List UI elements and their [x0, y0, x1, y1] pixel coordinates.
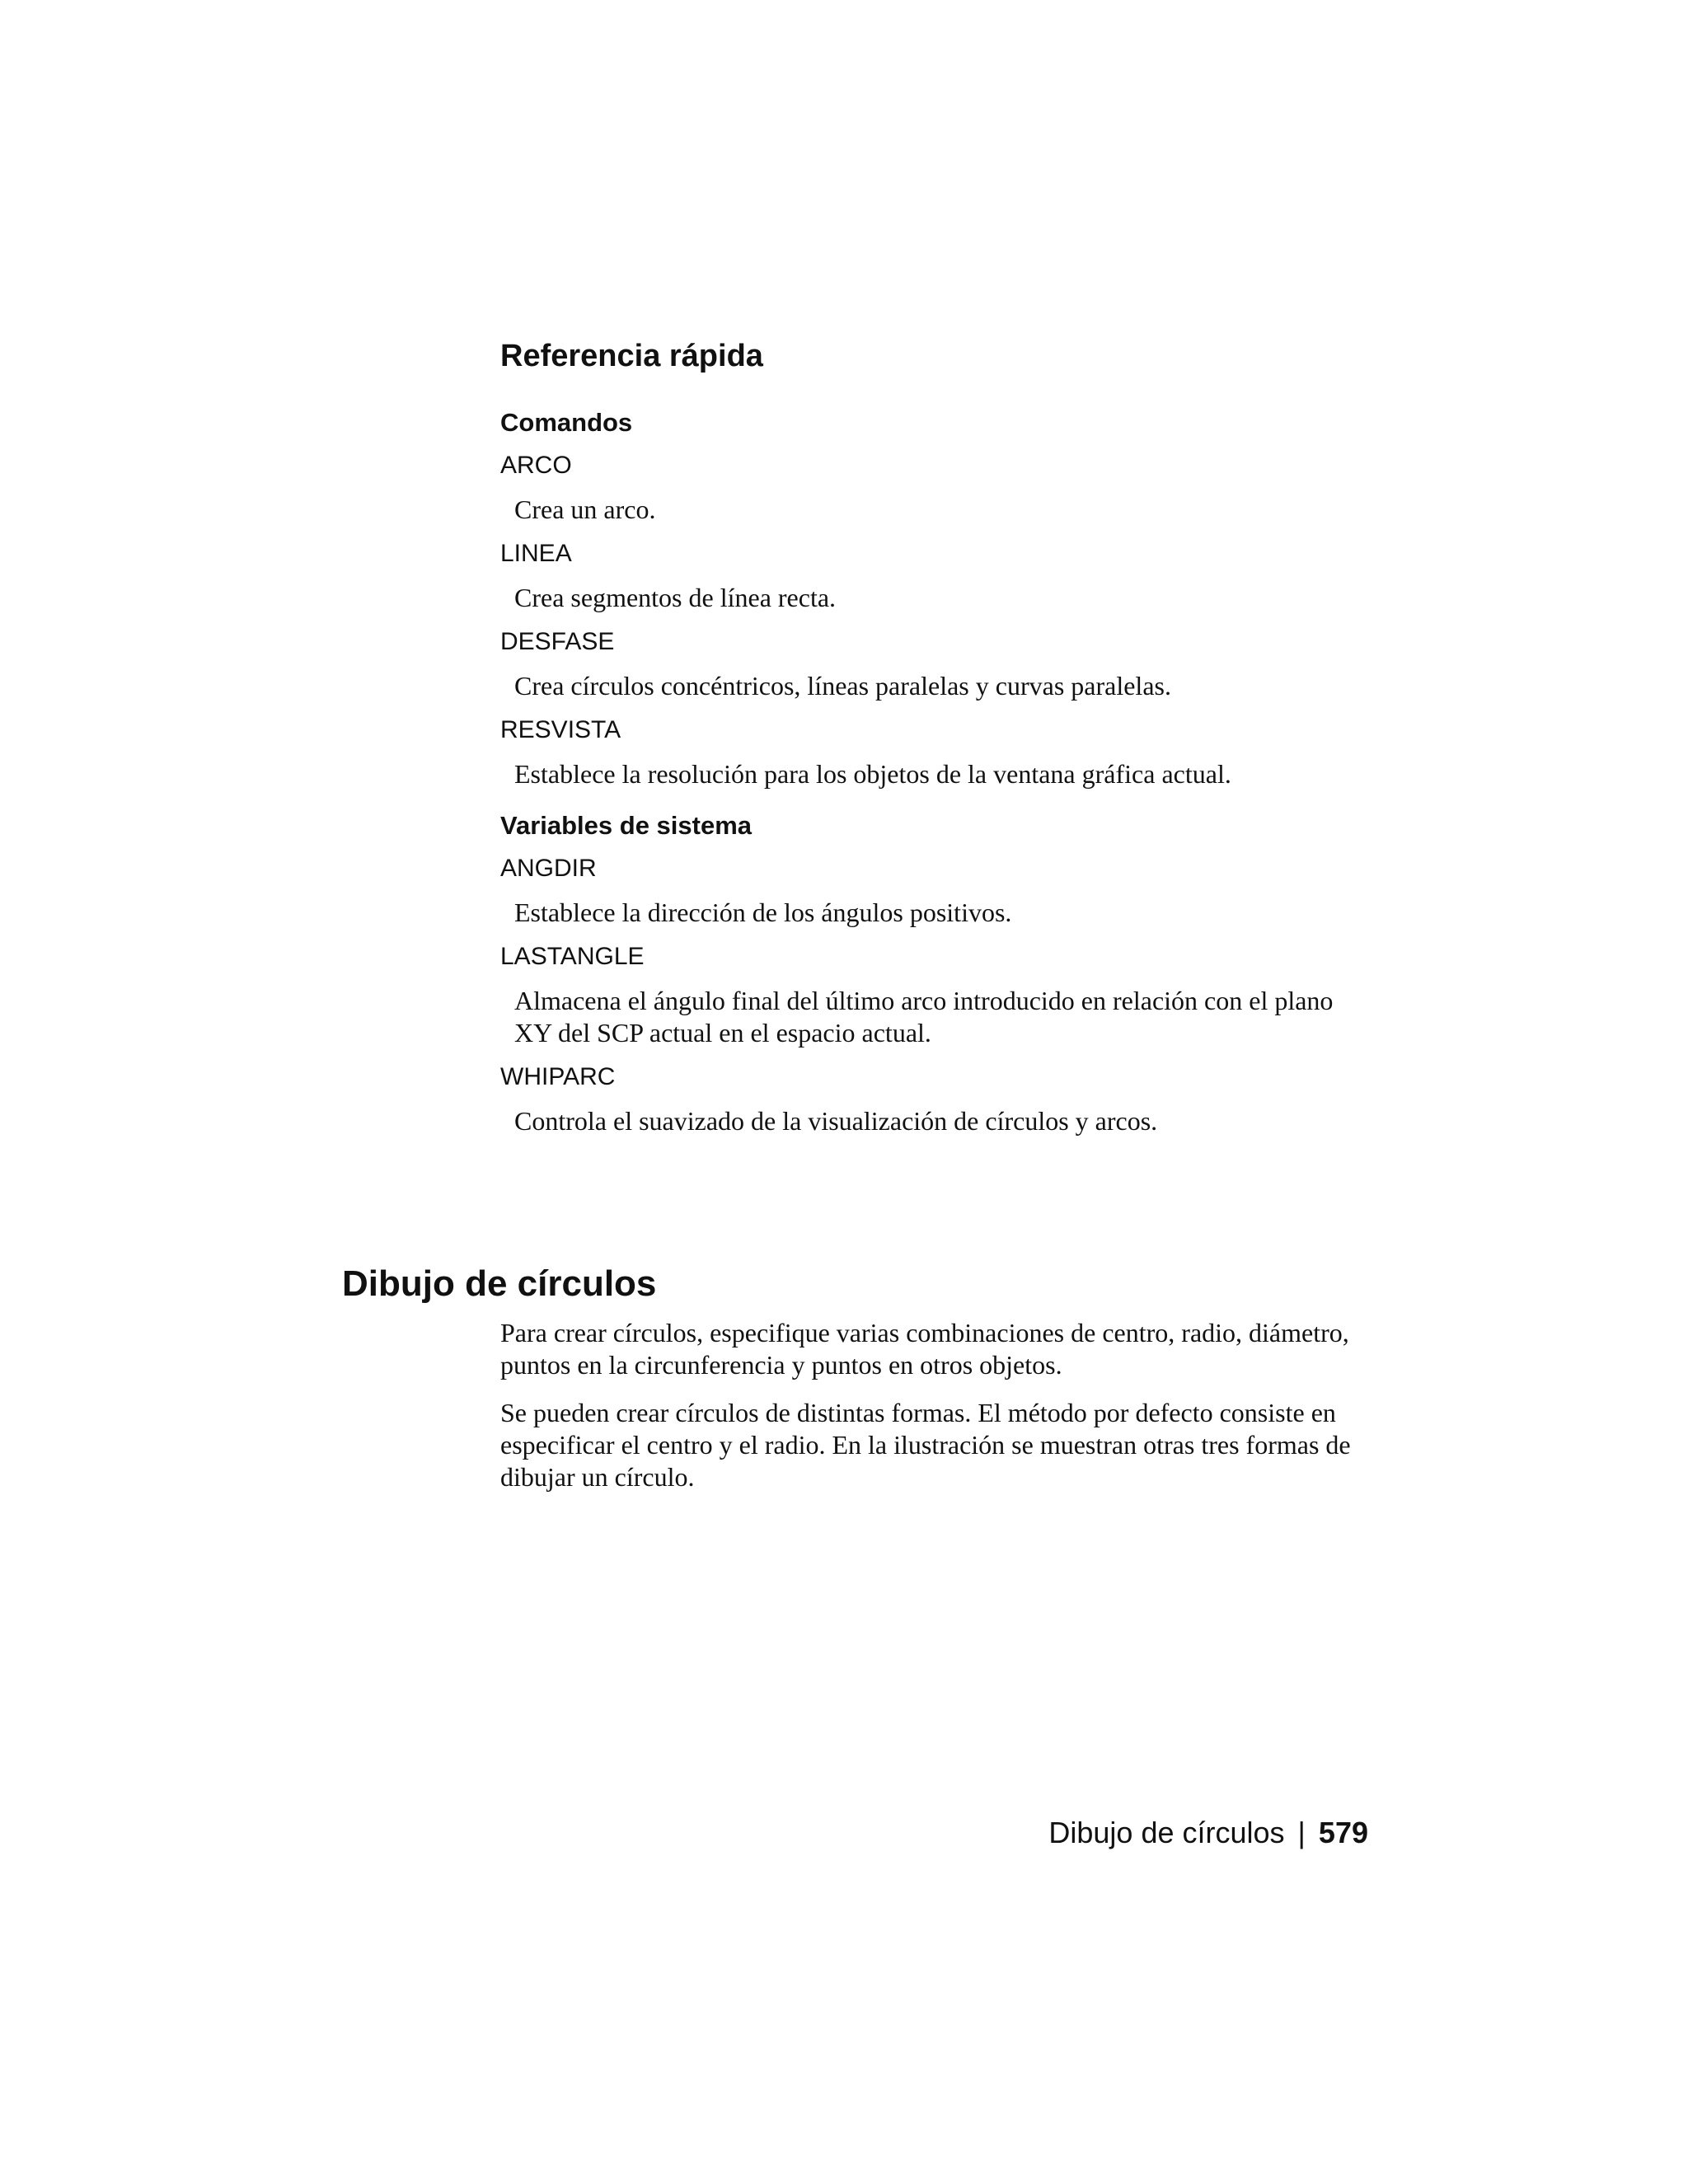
commands-group — [500, 407, 1374, 790]
command-description: Crea un arco. — [514, 494, 656, 524]
command-term: ARCO — [500, 451, 572, 479]
variable-term: WHIPARC — [500, 1063, 616, 1091]
variable-description: Almacena el ángulo final del último arco introducido en relación con el plano XY del SCP actual en el espacio actual. — [514, 986, 1334, 1048]
command-description: Crea segmentos de línea recta. — [514, 582, 837, 612]
section-title: Dibujo de círculos — [342, 1263, 657, 1304]
quick-reference-title: Referencia rápida — [500, 339, 763, 373]
command-term: DESFASE — [500, 627, 615, 655]
variable-description: Establece la dirección de los ángulos positivos. — [514, 898, 1012, 928]
commands-heading: Comandos — [500, 407, 633, 437]
section-body — [500, 1317, 1378, 1509]
command-term: LINEA — [500, 539, 572, 567]
variable-term: LASTANGLE — [500, 943, 645, 971]
footer-separator: | — [1297, 1816, 1306, 1849]
body-paragraph: Para crear círculos, especifique varias combinaciones de centro, radio, diámetro, puntos en la circunferencia y puntos en otros objetos. — [500, 1318, 1349, 1380]
command-term: RESVISTA — [500, 715, 621, 743]
variable-term: ANGDIR — [500, 855, 597, 883]
page-number: 579 — [1318, 1816, 1368, 1849]
page-footer — [1048, 1816, 1368, 1850]
body-paragraph: Se pueden crear círculos de distintas formas. El método por defecto consiste en especificar el centro y el radio. En la ilustración se muestran otras tres formas de dibujar un círculo. — [500, 1398, 1351, 1493]
quick-reference — [500, 338, 1374, 1151]
system-variables-group — [500, 810, 1374, 1137]
variable-description: Controla el suavizado de la visualización de círculos y arcos. — [514, 1106, 1158, 1137]
command-description: Establece la resolución para los objetos de la ventana gráfica actual. — [514, 758, 1231, 789]
running-title: Dibujo de círculos — [1048, 1816, 1285, 1849]
system-variables-heading: Variables de sistema — [500, 810, 753, 840]
command-description: Crea círculos concéntricos, líneas paralelas y curvas paralelas. — [514, 670, 1171, 701]
